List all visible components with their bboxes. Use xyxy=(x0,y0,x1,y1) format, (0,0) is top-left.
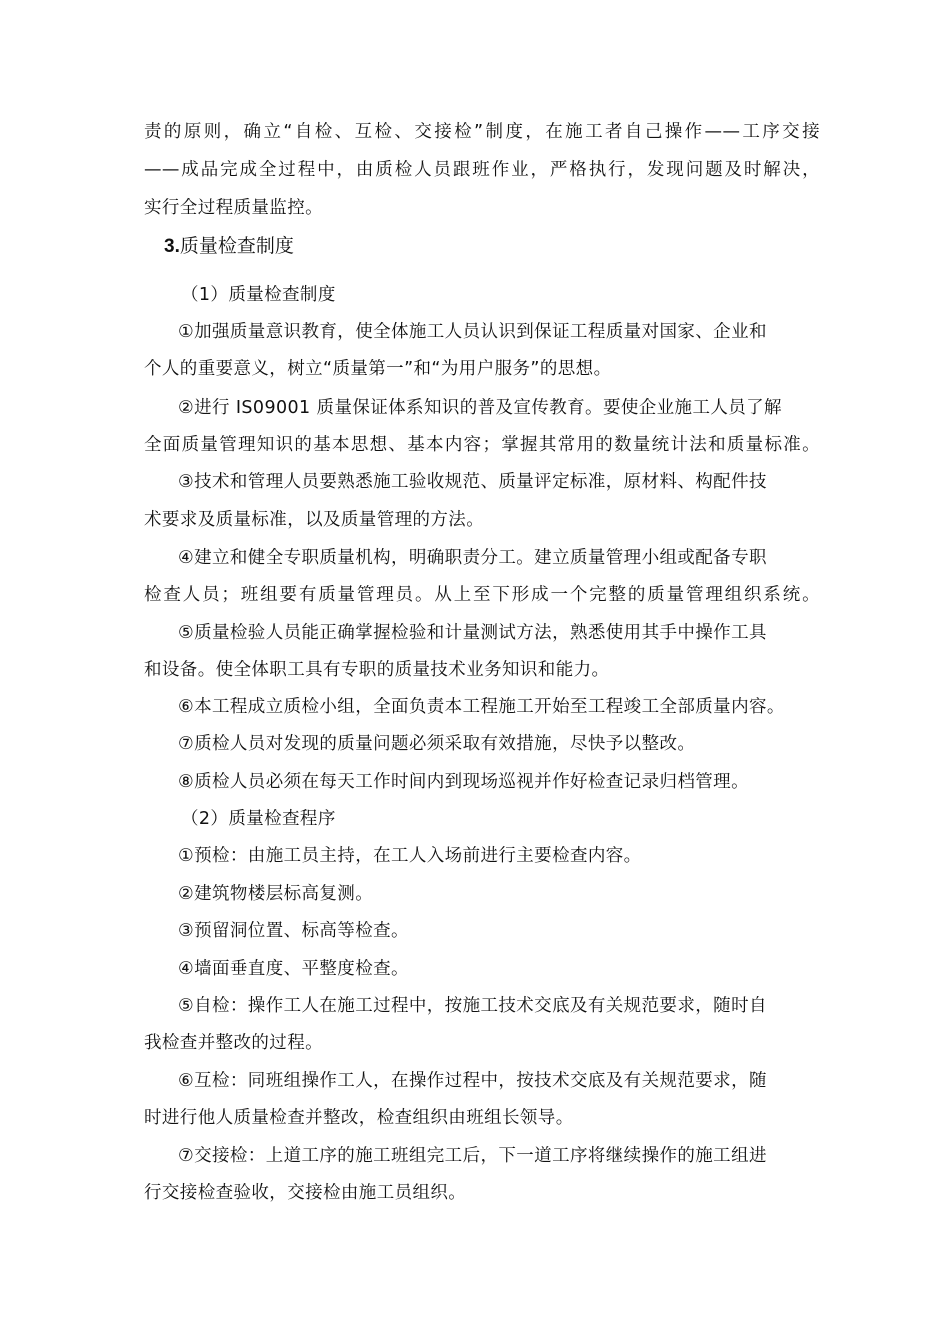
paragraph-line: ①预检：由施工员主持，在工人入场前进行主要检查内容。 xyxy=(178,846,642,866)
section-heading xyxy=(164,233,294,260)
paragraph-line: 术要求及质量标准，以及质量管理的方法。 xyxy=(144,510,485,530)
paragraph-line: ⑧质检人员必须在每天工作时间内到现场巡视并作好检查记录归档管理。 xyxy=(178,772,749,792)
paragraph-line: ⑤质量检验人员能正确掌握检验和计量测试方法，熟悉使用其手中操作工具 xyxy=(178,623,767,643)
paragraph-line: 行交接检查验收，交接检由施工员组织。 xyxy=(144,1183,467,1203)
paragraph-line: ⑥本工程成立质检小组，全面负责本工程施工开始至工程竣工全部质量内容。 xyxy=(178,697,785,717)
paragraph-line: ③技术和管理人员要熟悉施工验收规范、质量评定标准，原材料、构配件技 xyxy=(178,472,767,492)
paragraph-line: 全面质量管理知识的基本思想、基本内容；掌握其常用的数量统计法和质量标准。 xyxy=(144,435,820,455)
paragraph-line: ⑦交接检：上道工序的施工班组完工后，下一道工序将继续操作的施工组进 xyxy=(178,1146,767,1166)
paragraph-line: ⑦质检人员对发现的质量问题必须采取有效措施，尽快予以整改。 xyxy=(178,734,696,754)
paragraph-line: ②建筑物楼层标高复测。 xyxy=(178,884,374,904)
paragraph-line: ③预留洞位置、标高等检查。 xyxy=(178,921,409,941)
paragraph-line: 检查人员；班组要有质量管理员。从上至下形成一个完整的质量管理组织系统。 xyxy=(144,585,820,605)
paragraph-line: 时进行他人质量检查并整改，检查组织由班组长领导。 xyxy=(144,1108,574,1128)
paragraph-line: ——成品完成全过程中，由质检人员跟班作业，严格执行，发现问题及时解决， xyxy=(144,160,820,180)
paragraph-line: 个人的重要意义，树立“质量第一”和“为用户服务”的思想。 xyxy=(144,359,612,379)
paragraph-line: 实行全过程质量监控。 xyxy=(144,198,323,218)
paragraph-line: ⑥互检：同班组操作工人，在操作过程中，按技术交底及有关规范要求，随 xyxy=(178,1071,767,1091)
paragraph-line: ①加强质量意识教育，使全体施工人员认识到保证工程质量对国家、企业和 xyxy=(178,322,767,342)
paragraph-line: 和设备。使全体职工具有专职的质量技术业务知识和能力。 xyxy=(144,660,610,680)
paragraph-line: ④墙面垂直度、平整度检查。 xyxy=(178,959,409,979)
section-title: 质量检查制度 xyxy=(179,235,294,257)
paragraph-line: ②进行 IS09001 质量保证体系知识的普及宣传教育。要使企业施工人员了解 xyxy=(178,398,782,418)
subsection-heading: （2）质量检查程序 xyxy=(181,809,336,829)
paragraph-line: ④建立和健全专职质量机构，明确职责分工。建立质量管理小组或配备专职 xyxy=(178,548,767,568)
paragraph-line: 责的原则，确立“自检、互检、交接检”制度，在施工者自己操作——工序交接 xyxy=(144,122,820,142)
paragraph-line: 我检查并整改的过程。 xyxy=(144,1033,323,1053)
subsection-heading: （1）质量检查制度 xyxy=(181,285,336,305)
section-number: 3. xyxy=(164,236,180,257)
paragraph-line: ⑤自检：操作工人在施工过程中，按施工技术交底及有关规范要求，随时自 xyxy=(178,996,767,1016)
